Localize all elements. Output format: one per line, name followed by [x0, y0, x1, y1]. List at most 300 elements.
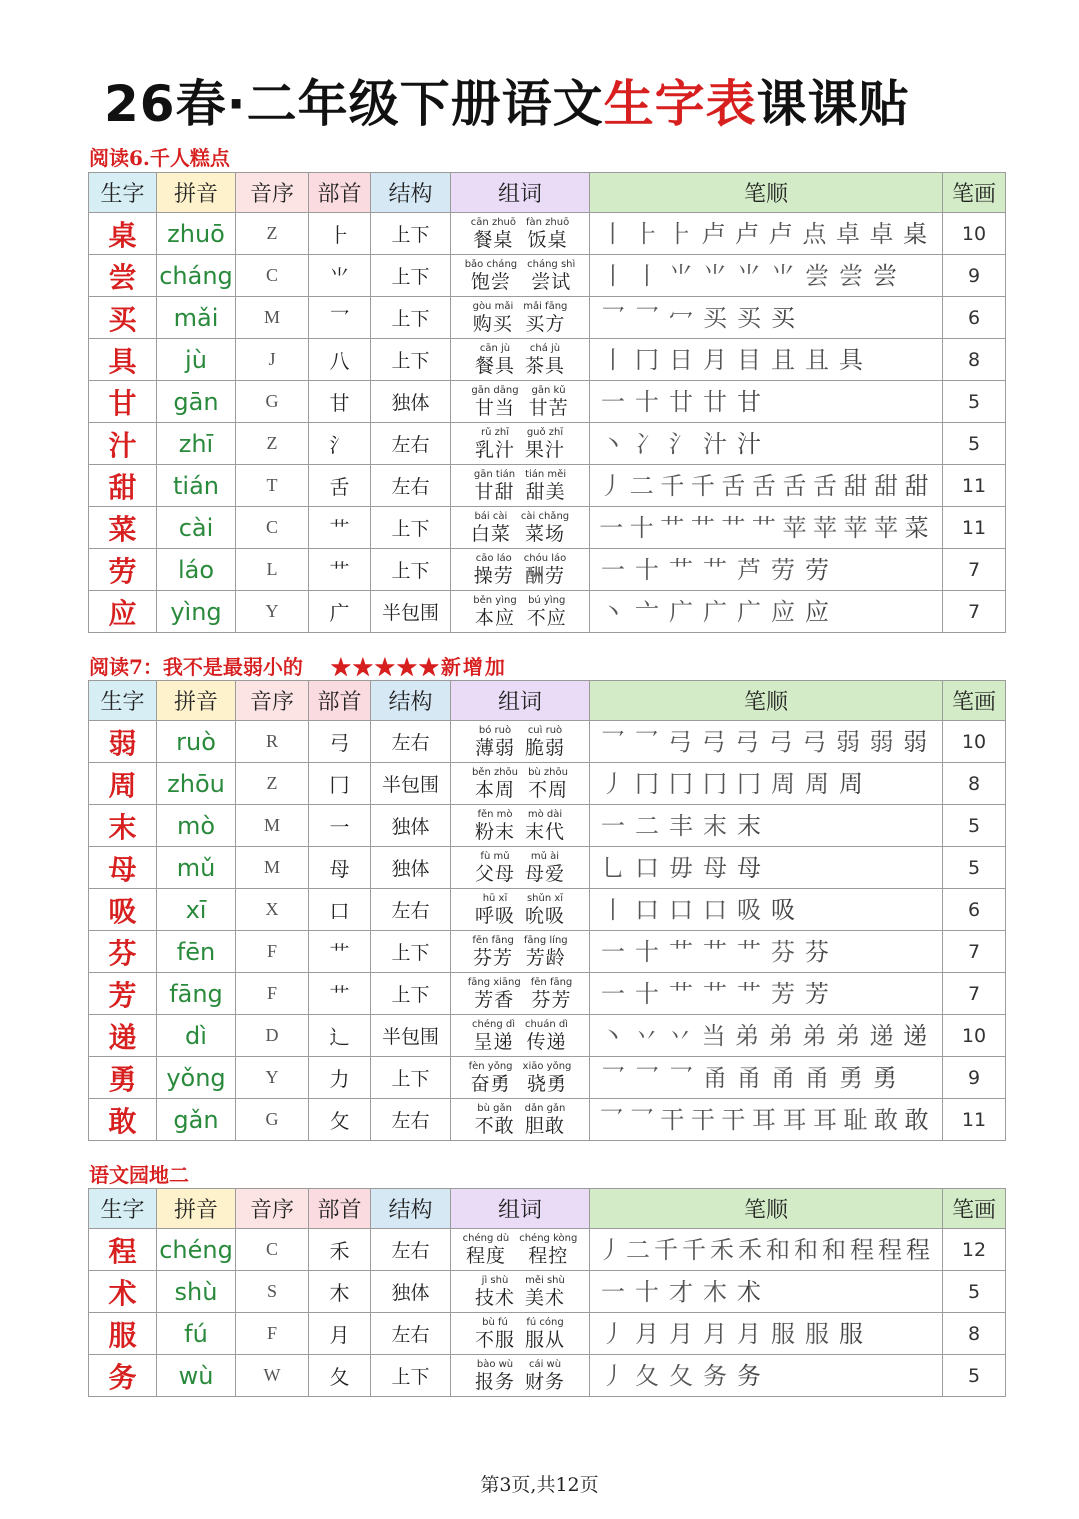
word-item — [528, 767, 568, 801]
words-cell — [451, 805, 590, 847]
word-hanzi: 饭桌 — [527, 228, 568, 251]
stroke-step: 艹 — [660, 513, 685, 542]
word-hanzi: 不应 — [526, 606, 567, 629]
stroke-step: 末 — [737, 811, 761, 840]
stroke-step: 艹 — [737, 979, 761, 1008]
radical-cell: 乛 — [309, 297, 371, 339]
stroke-step: 甜 — [904, 471, 929, 500]
stroke-step: 买 — [771, 303, 795, 332]
stroke-step: 舌 — [812, 471, 837, 500]
radical-cell: 辶 — [309, 1015, 371, 1057]
word-hanzi: 酬劳 — [524, 564, 565, 587]
stroke-step: 吸 — [737, 895, 761, 924]
stroke-count-cell: 11 — [943, 1099, 1006, 1141]
word-item — [469, 1061, 513, 1095]
word-item — [475, 809, 515, 843]
column-header-initial: 音序 — [236, 681, 309, 721]
stroke-step: 劳 — [771, 555, 795, 584]
stroke-step: 苹 — [812, 513, 837, 542]
stroke-order-cell — [590, 1355, 943, 1397]
word-pinyin: dǎn gǎn — [524, 1102, 566, 1114]
word-pinyin: chéng dì — [472, 1018, 516, 1030]
structure-cell: 上下 — [371, 339, 451, 381]
stroke-step: 一 — [599, 513, 624, 542]
structure-cell: 半包围 — [371, 1015, 451, 1057]
stroke-step: 丶 — [601, 597, 625, 626]
stroke-step: 广 — [703, 597, 727, 626]
word-item — [525, 851, 565, 885]
stroke-step: 广 — [669, 597, 693, 626]
stroke-order-cell — [590, 213, 943, 255]
word-pinyin: cān jù — [479, 342, 511, 354]
character-cell: 服 — [89, 1313, 157, 1355]
stroke-step: 冖 — [669, 303, 693, 332]
new-addition-note: ★★★★★新增加 — [330, 655, 507, 679]
word-hanzi: 果汁 — [525, 438, 566, 461]
word-hanzi: 薄弱 — [474, 736, 515, 759]
word-item — [525, 1275, 565, 1309]
stroke-step: 丨 — [600, 219, 625, 248]
stroke-step: 乛 — [635, 1063, 659, 1092]
radical-cell: 广 — [309, 591, 371, 633]
stroke-step: 弓 — [667, 727, 692, 756]
pinyin-cell: chéng — [157, 1229, 236, 1271]
column-header-char: 生字 — [89, 173, 157, 213]
pinyin-cell: zhuō — [157, 213, 236, 255]
table-row — [89, 1271, 1006, 1313]
stroke-step: 木 — [703, 1277, 727, 1306]
stroke-step: 买 — [737, 303, 761, 332]
word-pinyin: mò dài — [527, 808, 563, 820]
stroke-step: 千 — [682, 1235, 706, 1264]
stroke-count-cell: 8 — [943, 1313, 1006, 1355]
character-cell: 程 — [89, 1229, 157, 1271]
title-prefix: 26春·二年级下册语文 — [104, 75, 604, 133]
stroke-step: 甬 — [805, 1063, 829, 1092]
stroke-step: 艹 — [669, 555, 693, 584]
word-hanzi: 本周 — [474, 778, 515, 801]
word-pinyin: rǔ zhī — [480, 426, 509, 438]
stroke-step: 芦 — [737, 555, 761, 584]
stroke-step: 桌 — [903, 219, 928, 248]
word-pinyin: bù fú — [482, 1316, 508, 1328]
stroke-count-cell: 5 — [943, 1355, 1006, 1397]
stroke-step: 夂 — [669, 1361, 693, 1390]
word-hanzi: 传递 — [526, 1030, 567, 1053]
stroke-step: 一 — [601, 937, 625, 966]
stroke-order-cell — [590, 297, 943, 339]
initial-letter-cell: G — [236, 1099, 309, 1141]
stroke-count-cell: 8 — [943, 339, 1006, 381]
words-cell — [451, 889, 590, 931]
pinyin-cell: yìng — [157, 591, 236, 633]
character-cell: 术 — [89, 1271, 157, 1313]
stroke-count-cell: 5 — [943, 381, 1006, 423]
word-item — [472, 935, 514, 969]
word-item — [525, 343, 565, 377]
word-pinyin: tián měi — [525, 468, 567, 480]
word-hanzi: 不周 — [528, 778, 569, 801]
table-row — [89, 339, 1006, 381]
stroke-step: 弱 — [835, 727, 860, 756]
stroke-step: 甬 — [771, 1063, 795, 1092]
stroke-step: 十 — [629, 513, 654, 542]
stroke-step: 乚 — [601, 853, 625, 882]
word-item — [531, 977, 573, 1011]
structure-cell: 上下 — [371, 1355, 451, 1397]
pinyin-cell: zhōu — [157, 763, 236, 805]
table-row — [89, 973, 1006, 1015]
word-hanzi: 芳龄 — [525, 946, 566, 969]
stroke-step: 甜 — [843, 471, 868, 500]
stroke-step: 甬 — [703, 1063, 727, 1092]
character-cell: 务 — [89, 1355, 157, 1397]
word-item — [524, 553, 567, 587]
words-cell — [451, 1271, 590, 1313]
word-pinyin: běn yìng — [473, 594, 517, 606]
stroke-step: 程 — [850, 1235, 874, 1264]
word-pinyin: jì shù — [481, 1274, 509, 1286]
stroke-step: 乛 — [600, 727, 625, 756]
words-cell — [451, 847, 590, 889]
stroke-order-cell — [590, 805, 943, 847]
word-hanzi: 操劳 — [473, 564, 514, 587]
stroke-step: 芳 — [805, 979, 829, 1008]
stroke-step: 千 — [690, 471, 715, 500]
word-item — [475, 1275, 515, 1309]
stroke-step: 夂 — [635, 1361, 659, 1390]
column-header-char: 生字 — [89, 1189, 157, 1229]
column-header-radical: 部首 — [309, 1189, 371, 1229]
stroke-step: 艹 — [721, 513, 746, 542]
words-cell — [451, 465, 590, 507]
stroke-step: 苹 — [843, 513, 868, 542]
initial-letter-cell: Z — [236, 213, 309, 255]
word-pinyin: gān dāng — [471, 384, 519, 396]
table-row — [89, 889, 1006, 931]
stroke-step: 口 — [635, 895, 659, 924]
stroke-step: 二 — [626, 1235, 650, 1264]
initial-letter-cell: T — [236, 465, 309, 507]
stroke-step: 口 — [635, 853, 659, 882]
pinyin-cell: láo — [157, 549, 236, 591]
word-pinyin: chéng dù — [462, 1232, 510, 1244]
stroke-step: 一 — [601, 387, 625, 416]
section-title: 阅读6.千人糕点 — [89, 146, 230, 170]
stroke-step: 耻 — [843, 1105, 868, 1134]
character-cell: 甘 — [89, 381, 157, 423]
radical-cell: 氵 — [309, 423, 371, 465]
initial-letter-cell: F — [236, 931, 309, 973]
title-suffix: 课课贴 — [756, 75, 910, 133]
stroke-step: 冂 — [703, 769, 727, 798]
structure-cell: 独体 — [371, 1271, 451, 1313]
stroke-count-cell: 7 — [943, 973, 1006, 1015]
pinyin-cell: yǒng — [157, 1057, 236, 1099]
stroke-step: 具 — [839, 345, 863, 374]
stroke-step: 程 — [878, 1235, 902, 1264]
stroke-order-cell — [590, 507, 943, 549]
structure-cell: 左右 — [371, 423, 451, 465]
character-cell: 桌 — [89, 213, 157, 255]
structure-cell: 上下 — [371, 1057, 451, 1099]
stroke-count-cell: 5 — [943, 847, 1006, 889]
column-header-words: 组词 — [451, 681, 590, 721]
stroke-step: 术 — [737, 1277, 761, 1306]
stroke-step: 月 — [635, 1319, 659, 1348]
initial-letter-cell: D — [236, 1015, 309, 1057]
stroke-step: 卢 — [768, 219, 793, 248]
word-hanzi: 不服 — [474, 1328, 515, 1351]
stroke-order-cell — [590, 889, 943, 931]
stroke-step: 广 — [737, 597, 761, 626]
initial-letter-cell: X — [236, 889, 309, 931]
character-cell: 菜 — [89, 507, 157, 549]
section-title: 阅读7：我不是最弱小的 — [89, 655, 303, 679]
stroke-count-cell: 11 — [943, 507, 1006, 549]
character-cell: 具 — [89, 339, 157, 381]
structure-cell: 上下 — [371, 213, 451, 255]
stroke-step: 弓 — [768, 727, 793, 756]
structure-cell: 左右 — [371, 721, 451, 763]
stroke-step: 周 — [839, 769, 863, 798]
word-hanzi: 吮吸 — [525, 904, 566, 927]
word-item — [525, 1103, 566, 1137]
stroke-order-cell — [590, 1015, 943, 1057]
character-cell: 末 — [89, 805, 157, 847]
word-pinyin: gān tián — [473, 468, 516, 480]
word-pinyin: chá jù — [529, 342, 561, 354]
stroke-step: 应 — [805, 597, 829, 626]
word-pinyin: cān zhuō — [470, 216, 516, 228]
word-hanzi: 买方 — [525, 312, 566, 335]
stroke-order-cell — [590, 1271, 943, 1313]
column-header-structure: 结构 — [371, 173, 451, 213]
stroke-step: 弱 — [869, 727, 894, 756]
initial-letter-cell: L — [236, 549, 309, 591]
stroke-step: 甬 — [737, 1063, 761, 1092]
word-item — [475, 725, 515, 759]
section-title: 语文园地二 — [89, 1163, 189, 1187]
stroke-step: 日 — [669, 345, 693, 374]
initial-letter-cell: F — [236, 1313, 309, 1355]
stroke-step: 艹 — [690, 513, 715, 542]
initial-letter-cell: Y — [236, 591, 309, 633]
stroke-step: 耳 — [782, 1105, 807, 1134]
column-header-stroke-order: 笔顺 — [590, 173, 943, 213]
table-row — [89, 423, 1006, 465]
word-pinyin: fēn fāng — [530, 976, 573, 988]
stroke-step: 一 — [601, 811, 625, 840]
vocab-table-garden-2 — [88, 1188, 1006, 1397]
stroke-step: 敢 — [874, 1105, 899, 1134]
word-item — [525, 469, 566, 503]
pinyin-cell: fú — [157, 1313, 236, 1355]
word-hanzi: 甘当 — [474, 396, 515, 419]
table-row — [89, 1057, 1006, 1099]
stroke-step: 劳 — [805, 555, 829, 584]
words-cell — [451, 297, 590, 339]
radical-cell: 攵 — [309, 1099, 371, 1141]
radical-cell: 弓 — [309, 721, 371, 763]
column-header-stroke-order: 笔顺 — [590, 681, 943, 721]
word-item — [525, 809, 565, 843]
word-hanzi: 菜场 — [525, 522, 566, 545]
stroke-step: ⺊ — [634, 219, 659, 248]
stroke-step: 舌 — [721, 471, 746, 500]
radical-cell: 口 — [309, 889, 371, 931]
initial-letter-cell: C — [236, 507, 309, 549]
words-cell — [451, 931, 590, 973]
stroke-step: 冂 — [737, 769, 761, 798]
word-item — [525, 725, 565, 759]
word-pinyin: cuì ruò — [527, 724, 563, 736]
structure-cell: 独体 — [371, 847, 451, 889]
column-header-radical: 部首 — [309, 681, 371, 721]
character-cell: 买 — [89, 297, 157, 339]
structure-cell: 独体 — [371, 381, 451, 423]
stroke-step: 递 — [903, 1021, 928, 1050]
word-pinyin: bái cài — [474, 510, 508, 522]
words-cell — [451, 1313, 590, 1355]
stroke-step: 目 — [737, 345, 761, 374]
word-pinyin: fú cóng — [526, 1316, 564, 1328]
radical-cell: 甘 — [309, 381, 371, 423]
word-pinyin: fēn fāng — [472, 934, 514, 946]
word-hanzi: 本应 — [474, 606, 515, 629]
radical-cell: 夂 — [309, 1355, 371, 1397]
title-highlight: 生字表 — [603, 75, 757, 133]
pinyin-cell: shù — [157, 1271, 236, 1313]
stroke-count-cell: 10 — [943, 1015, 1006, 1057]
stroke-step: 汁 — [737, 429, 761, 458]
pinyin-cell: jù — [157, 339, 236, 381]
stroke-order-cell — [590, 339, 943, 381]
word-pinyin: gòu mǎi — [472, 300, 514, 312]
word-pinyin: fāng líng — [523, 934, 568, 946]
stroke-step: 才 — [669, 1277, 693, 1306]
stroke-step: 菜 — [904, 513, 929, 542]
radical-cell: 艹 — [309, 973, 371, 1015]
word-pinyin: bó ruò — [478, 724, 512, 736]
stroke-step: 二 — [629, 471, 654, 500]
word-hanzi: 报务 — [474, 1370, 515, 1393]
stroke-step: 丿 — [598, 1235, 622, 1264]
word-item — [472, 767, 518, 801]
stroke-step: ⺌ — [737, 261, 761, 290]
pinyin-cell: mǎi — [157, 297, 236, 339]
stroke-order-cell — [590, 1229, 943, 1271]
words-cell — [451, 549, 590, 591]
stroke-step: 十 — [635, 979, 659, 1008]
radical-cell: 艹 — [309, 507, 371, 549]
stroke-step: 艹 — [669, 979, 693, 1008]
word-hanzi: 服从 — [525, 1328, 566, 1351]
stroke-step: 干 — [660, 1105, 685, 1134]
character-cell: 甜 — [89, 465, 157, 507]
stroke-step: 弟 — [835, 1021, 860, 1050]
stroke-step: 应 — [771, 597, 795, 626]
table-row — [89, 1099, 1006, 1141]
stroke-step: 丷 — [667, 1021, 692, 1050]
stroke-count-cell: 8 — [943, 763, 1006, 805]
stroke-step: 敢 — [904, 1105, 929, 1134]
stroke-step: 丶 — [601, 429, 625, 458]
word-item — [524, 935, 568, 969]
structure-cell: 上下 — [371, 297, 451, 339]
column-header-stroke-order: 笔顺 — [590, 1189, 943, 1229]
stroke-step: 一 — [601, 1277, 625, 1306]
stroke-count-cell: 9 — [943, 1057, 1006, 1099]
initial-letter-cell: C — [236, 1229, 309, 1271]
stroke-step: 当 — [701, 1021, 726, 1050]
column-header-structure: 结构 — [371, 681, 451, 721]
stroke-step: 丿 — [601, 1361, 625, 1390]
word-item — [474, 553, 514, 587]
stroke-step: 丨 — [601, 261, 625, 290]
word-hanzi: 餐桌 — [473, 228, 514, 251]
column-header-stroke-count: 笔画 — [943, 1189, 1006, 1229]
word-hanzi: 尝试 — [531, 270, 572, 293]
stroke-step: 尝 — [873, 261, 897, 290]
stroke-step: 递 — [869, 1021, 894, 1050]
table-body — [89, 213, 1006, 633]
word-hanzi: 财务 — [525, 1370, 566, 1393]
stroke-step: 汁 — [703, 429, 727, 458]
stroke-step: 弓 — [735, 727, 760, 756]
stroke-step: 月 — [669, 1319, 693, 1348]
stroke-count-cell: 5 — [943, 1271, 1006, 1313]
word-pinyin: chéng kòng — [519, 1232, 578, 1244]
stroke-step: 尝 — [839, 261, 863, 290]
pinyin-cell: cháng — [157, 255, 236, 297]
word-item — [475, 893, 515, 927]
stroke-step: 千 — [660, 471, 685, 500]
stroke-step: 月 — [703, 345, 727, 374]
stroke-step: 十 — [635, 387, 659, 416]
stroke-step: 氵 — [669, 429, 693, 458]
word-pinyin: cài chǎng — [520, 510, 570, 522]
stroke-step: 丿 — [601, 1319, 625, 1348]
stroke-order-cell — [590, 549, 943, 591]
table-row — [89, 591, 1006, 633]
stroke-count-cell: 7 — [943, 931, 1006, 973]
initial-letter-cell: M — [236, 805, 309, 847]
stroke-step: 弟 — [735, 1021, 760, 1050]
word-item — [473, 595, 516, 629]
stroke-step: 芬 — [805, 937, 829, 966]
column-header-initial: 音序 — [236, 1189, 309, 1229]
stroke-step: 卢 — [735, 219, 760, 248]
stroke-step: 二 — [635, 811, 659, 840]
stroke-step: 尝 — [805, 261, 829, 290]
words-cell — [451, 255, 590, 297]
radical-cell: 八 — [309, 339, 371, 381]
structure-cell: 左右 — [371, 465, 451, 507]
pinyin-cell: xī — [157, 889, 236, 931]
stroke-step: 禾 — [710, 1235, 734, 1264]
word-hanzi: 骁勇 — [526, 1072, 567, 1095]
word-item — [474, 469, 515, 503]
stroke-step: 艹 — [751, 513, 776, 542]
stroke-step: 程 — [906, 1235, 930, 1264]
stroke-step: 舌 — [782, 471, 807, 500]
stroke-step: 服 — [839, 1319, 863, 1348]
stroke-step: 甘 — [737, 387, 761, 416]
word-item — [465, 259, 517, 293]
word-pinyin: guǒ zhī — [526, 426, 564, 438]
radical-cell: 艹 — [309, 931, 371, 973]
